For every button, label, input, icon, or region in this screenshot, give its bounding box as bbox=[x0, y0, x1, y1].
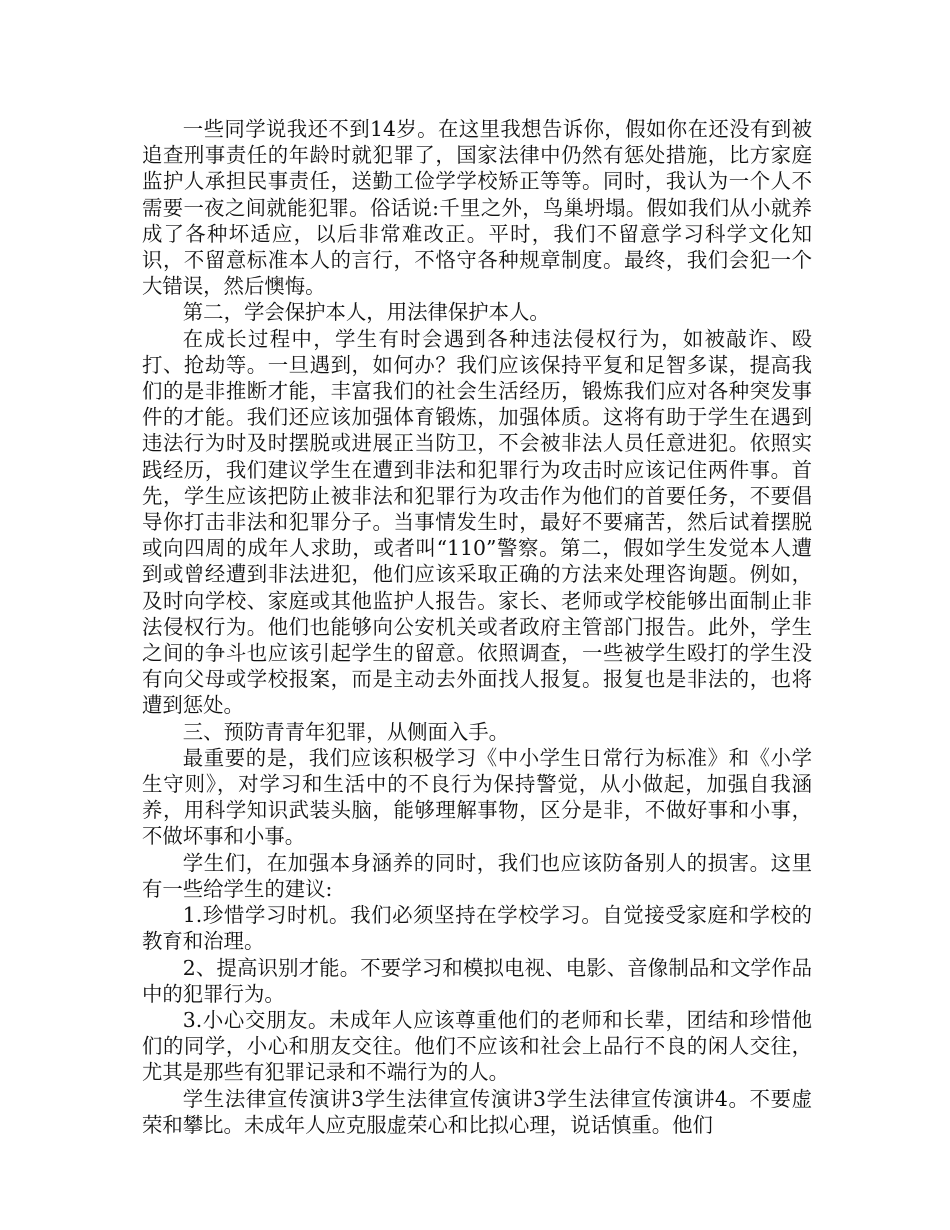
paragraph-age-responsibility: 一些同学说我还不到14岁。在这里我想告诉你，假如你在还没有到被追查刑事责任的年龄时就犯罪了，国家法律中仍然有惩处措施，比方家庭监护人承担民事责任，送勤工俭学学校矫正等等。同时，我认为一个人不需要一夜之间就能犯罪。俗话说:千里之外，鸟巢坍塌。假如我们从小就养成了各种坏适应，以后非常难改正。平时，我们不留意学习科学文化知识，不留意标准本人的言行，不恪守各种规章制度。最终，我们会犯一个大错误，然后懊悔。 bbox=[142, 117, 812, 299]
paragraph-advice-3: 3.小心交朋友。未成年人应该尊重他们的老师和长辈，团结和珍惜他们的同学，小心和朋友交往。他们不应该和社会上品行不良的闲人交往，尤其是那些有犯罪记录和不端行为的人。 bbox=[142, 1007, 812, 1085]
paragraph-self-protection: 在成长过程中，学生有时会遇到各种违法侵权行为，如被敲诈、殴打、抢劫等。一旦遇到，如何办？我们应该保持平复和足智多谋，提高我们的是非推断才能，丰富我们的社会生活经历，锻炼我们应对各种突发事件的才能。我们还应该加强体育锻炼，加强体质。这将有助于学生在遇到违法行为时及时摆脱或进展正当防卫，不会被非法人员任意进犯。依照实践经历，我们建议学生在遭到非法和犯罪行为攻击时应该记住两件事。首先，学生应该把防止被非法和犯罪行为攻击作为他们的首要任务，不要倡导你打击非法和犯罪分子。当事情发生时，最好不要痛苦，然后试着摆脱或向四周的成年人求助，或者叫“110”警察。第二，假如学生发觉本人遭到或曾经遭到非法进犯，他们应该采取正确的方法来处理咨询题。例如，及时向学校、家庭或其他监护人报告。家长、老师或学校能够出面制止非法侵权行为。他们也能够向公安机关或者政府主管部门报告。此外，学生之间的争斗也应该引起学生的留意。依照调查，一些被学生殴打的学生没有向父母或学校报案，而是主动去外面找人报复。报复也是非法的，也将遭到惩处。 bbox=[142, 326, 812, 718]
paragraph-advice-4: 学生法律宣传演讲3学生法律宣传演讲3学生法律宣传演讲4。不要虚荣和攀比。未成年人应克服虚荣心和比拟心理，说话慎重。他们 bbox=[142, 1086, 812, 1137]
paragraph-advice-intro: 学生们，在加强本身涵养的同时，我们也应该防备别人的损害。这里有一些给学生的建议: bbox=[142, 850, 812, 901]
paragraph-study-rules: 最重要的是，我们应该积极学习《中小学生日常行为标准》和《小学生守则》，对学习和生活中的不良行为保持警觉，从小做起，加强自我涵养，用科学知识武装头脑，能够理解事物，区分是非，不做好事和小事，不做坏事和小事。 bbox=[142, 745, 812, 849]
paragraph-advice-2: 2、提高识别才能。不要学习和模拟电视、电影、音像制品和文学作品中的犯罪行为。 bbox=[142, 955, 812, 1006]
paragraph-section-three-heading: 三、预防青青年犯罪，从侧面入手。 bbox=[182, 719, 510, 744]
document-page bbox=[142, 116, 812, 1138]
paragraph-advice-1: 1.珍惜学习时机。我们必须坚持在学校学习。自觉接受家庭和学校的教育和治理。 bbox=[142, 903, 812, 954]
paragraph-section-two-heading: 第二，学会保护本人，用法律保护本人。 bbox=[182, 300, 550, 325]
